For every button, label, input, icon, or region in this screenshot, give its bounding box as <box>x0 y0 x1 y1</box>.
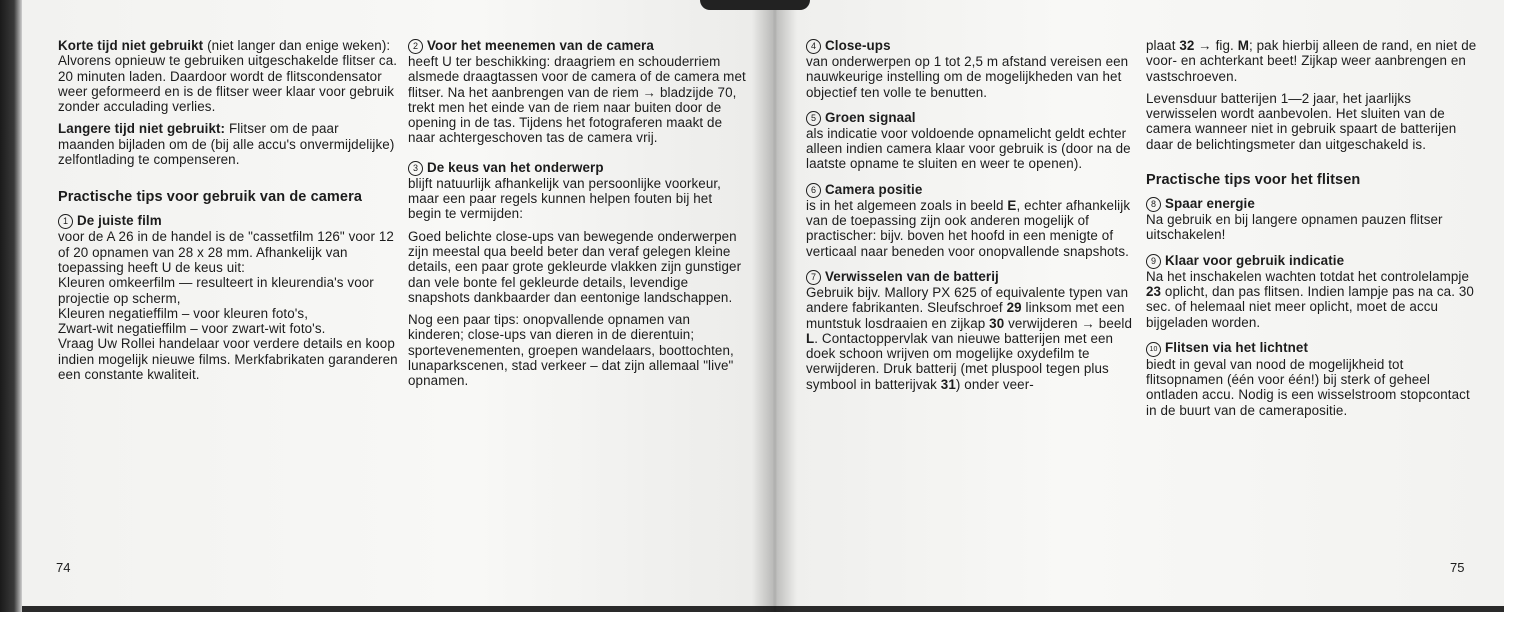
circled-number-icon: 5 <box>806 111 821 126</box>
left-column-2 <box>408 38 748 399</box>
tip-3-paragraph: Nog een paar tips: onopvallende opnamen van kinderen; close-ups van dieren in de dierentuin; sportevenementen, groepen wandelaars, boottochten, lunaparkscenen, stad verkeer – dat zijn allemaal "live" opnamen. <box>408 312 734 389</box>
tip-10-text: biedt in geval van nood de mogelijkheid tot flitsopnamen (één voor één!) bij sterk of geheel ontladen accu. Nodig is een wisselstroom stopcontact in de buurt van de camerapositie. <box>1146 356 1470 418</box>
tip-9-title: 9 Klaar voor gebruik indicatie <box>1146 253 1478 269</box>
tip-10-title: 10 Flitsen via het lichtnet <box>1146 340 1478 357</box>
tip-1-title: 1 De juiste film <box>58 213 398 229</box>
right-column-1 <box>806 38 1138 402</box>
tip-5-text: als indicatie voor voldoende opnamelicht geldt echter alleen indien camera klaar voor gebruik is (door na de laatste opname te sluiten en weer te openen). <box>806 125 1131 172</box>
battery-continuation-paragraph: plaat 32 → fig. M; pak hierbij alleen de rand, en niet de voor- en achterkant beet! Zijkap weer aanbrengen en vastschroeven. <box>1146 38 1477 84</box>
tip-7 <box>806 269 1138 392</box>
tip-3-paragraph: Goed belichte close-ups van bewegende onderwerpen zijn meestal qua beeld beter dan veraf gelegen kleine details, een paar grote gekleurde vlakken zijn gunstiger dan vele bonte fel gekleurde details, levendige snapshots dankbaarder dan eentonige landschappen. <box>408 228 742 305</box>
right-column-2 <box>1146 38 1478 428</box>
tip-3-title: 3 De keus van het onderwerp <box>408 160 748 176</box>
tip-3 <box>408 160 748 389</box>
tip-10 <box>1146 340 1478 418</box>
tip-1-list-item: Zwart-wit negatieffilm – voor zwart-wit foto's. <box>58 321 326 337</box>
right-page <box>774 0 1504 612</box>
tip-6-title: 6 Camera positie <box>806 182 1138 198</box>
circled-number-icon: 9 <box>1146 254 1161 269</box>
margin-right <box>1504 0 1528 628</box>
tip-1-list-item: Kleuren omkeerfilm — resulteert in kleurendia's voor projectie op scherm, <box>58 275 374 306</box>
circled-number-icon: 10 <box>1146 342 1161 357</box>
tip-5-title: 5 Groen signaal <box>806 110 1138 126</box>
paragraph-long-unused: Langere tijd niet gebruikt: Flitser om de paar maanden bijladen om de (bij alle accu's onvermijdelijke) zelfontlading te compenseren. <box>58 121 395 168</box>
page-number-left: 74 <box>56 560 71 575</box>
tip-8-title: 8 Spaar energie <box>1146 196 1478 212</box>
binding-top <box>700 0 810 10</box>
tip-4-title: 4 Close-ups <box>806 38 1138 54</box>
tip-5 <box>806 110 1138 172</box>
tip-6-text: is in het algemeen zoals in beeld E, echter afhankelijk van de toepassing zijn ook anderen mogelijk of practischer: bijv. boven het hoofd in een menigte of verticaal naar beneden voor onopvallende snapshots. <box>806 197 1131 259</box>
tip-3-text: blijft natuurlijk afhankelijk van persoonlijke voorkeur, maar een paar regels kunnen helpen fouten bij het begin te vermijden: <box>408 175 722 222</box>
tip-4 <box>806 38 1138 100</box>
left-column-1 <box>58 38 398 392</box>
tip-9 <box>1146 253 1478 330</box>
tip-1-text: voor de A 26 in de handel is de "cassetfilm 126" voor 12 of 20 opnamen van 28 x 28 mm. Afhankelijk van toepassing heeft U de keus uit: <box>58 229 394 275</box>
section-heading-flash-tips: Practische tips voor het flitsen <box>1146 172 1361 189</box>
tip-4-text: van onderwerpen op 1 tot 2,5 m afstand vereisen een nauwkeurige instelling om de mogelijkheden van het objectief ten volle te benutten. <box>806 54 1129 100</box>
page-number-right: 75 <box>1450 560 1465 575</box>
circled-number-icon: 7 <box>806 270 821 285</box>
circled-number-icon: 2 <box>408 39 423 54</box>
circled-number-icon: 1 <box>58 214 73 229</box>
left-page <box>22 0 774 612</box>
tip-8-text: Na gebruik en bij langere opnamen pauzen flitser uitschakelen! <box>1146 212 1443 243</box>
tip-2 <box>408 38 748 146</box>
tip-6 <box>806 182 1138 259</box>
tip-9-text: Na het inschakelen wachten totdat het controlelampje 23 oplicht, dan pas flitsen. Indien lampje pas na ca. 30 sec. of helemaal niet meer oplicht, moet de accu bijgeladen worden. <box>1146 268 1474 330</box>
tip-1-list-item: Kleuren negatieffilm – voor kleuren foto's, <box>58 305 309 321</box>
margin-bottom <box>0 612 1528 628</box>
section-heading-camera-tips: Practische tips voor gebruik van de camera <box>58 189 362 206</box>
circled-number-icon: 6 <box>806 183 821 198</box>
tip-7-title: 7 Verwisselen van de batterij <box>806 269 1138 285</box>
tip-1 <box>58 213 398 382</box>
tip-1-list-item: Vraag Uw Rollei handelaar voor verdere details en koop indien mogelijk nieuwe films. Merkfabrikaten garanderen een constante kwaliteit. <box>58 336 398 383</box>
tip-8 <box>1146 196 1478 243</box>
book-gutter <box>752 0 798 612</box>
tip-7-text: Gebruik bijv. Mallory PX 625 of equivalente typen van andere fabrikanten. Sleufschroef 29 linksom met een muntstuk losdraaien en zijkap 30 verwijderen → beeld L. Contactoppervlak van nieuwe batterijen met een doek schoon wrijven om mogelijke oxydefilm te verwijderen. Druk batterij (met pluspool tegen plus symbool in batterijvak 31) onder veer- <box>806 284 1133 392</box>
circled-number-icon: 8 <box>1146 197 1161 212</box>
paragraph-short-unused: Korte tijd niet gebruikt (niet langer dan enige weken): Alvorens opnieuw te gebruiken uitgeschakelde flitser ca. 20 minuten laden. Daardoor wordt de flitscondensator weer geformeerd en is de flitser weer klaar voor gebruik zonder acculading verlies. <box>58 38 398 115</box>
circled-number-icon: 4 <box>806 39 821 54</box>
tip-2-text: heeft U ter beschikking: draagriem en schouderriem alsmede draagtassen voor de camera of de camera met flitser. Na het aanbrengen van de riem → bladzijde 70, trekt men het einde van de riem naar buiten door de opening in de tas. Tijdens het fotograferen maakt de naar achtergeschoven tas de camera vrij. <box>408 54 746 146</box>
battery-life-paragraph: Levensduur batterijen 1—2 jaar, het jaarlijks verwisselen wordt aanbevolen. Het sluiten van de camera wanneer niet in gebruik spaart de batterijen daar de belichtingsmeter dan uitgeschakeld is. <box>1146 90 1457 152</box>
tip-2-title: 2 Voor het meenemen van de camera <box>408 38 748 54</box>
circled-number-icon: 3 <box>408 161 423 176</box>
